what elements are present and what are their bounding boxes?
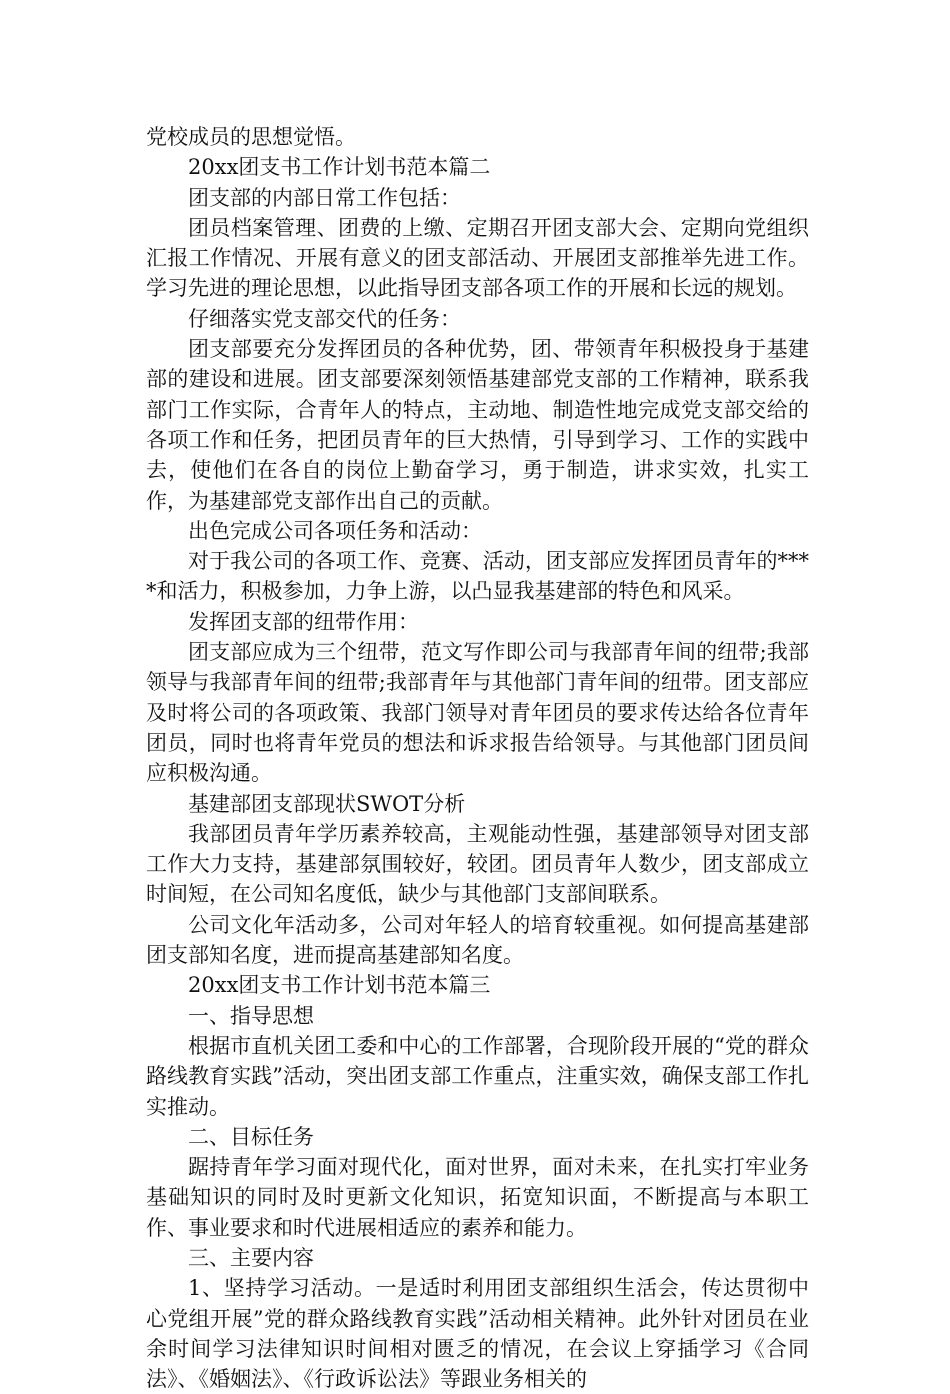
paragraph: 二、目标任务 bbox=[188, 1124, 314, 1149]
paragraph: 出色完成公司各项任务和活动： bbox=[188, 518, 482, 543]
paragraph: 团支部应成为三个纽带，范文写作即公司与我部青年间的纽带;我部领导与我部青年间的纽带;我部青年与其他部门青年间的纽带。团支部应及时将公司的各项政策、我部门领导对青年团员的要求传达给各位青年团员，同时也将青年党员的想法和诉求报告给领导。与其他部门团员间应积极沟通。 bbox=[146, 640, 809, 786]
paragraph: 团支部的内部日常工作包括： bbox=[188, 185, 461, 210]
paragraph: 1、坚持学习活动。一是适时利用团支部组织生活会，传达贯彻中心党组开展”党的群众路线教育实践”活动相关精神。此外针对团员在业余时间学习法律知识时间相对匮乏的情况，在会议上穿插学习《合同法》、《婚姻法》、《行政诉讼法》等跟业务相关的 bbox=[146, 1276, 809, 1392]
paragraph: 团支部要充分发挥团员的各种优势，团、带领青年积极投身于基建部的建设和进展。团支部要深刻领悟基建部党支部的工作精神，联系我部门工作实际，合青年人的特点，主动地、制造性地完成党支部交给的各项工作和任务，把团员青年的巨大热情，引导到学习、工作的实践中去，使他们在各自的岗位上勤奋学习，勇于制造，讲求实效，扎实工作，为基建部党支部作出自己的贡献。 bbox=[146, 337, 809, 513]
section-heading: 20xx团支书工作计划书范本篇三 bbox=[188, 973, 491, 998]
document-body bbox=[146, 122, 809, 1394]
paragraph: 发挥团支部的纽带作用： bbox=[188, 609, 419, 634]
paragraph: 公司文化年活动多，公司对年轻人的培育较重视。如何提高基建部团支部知名度，进而提高基建部知名度。 bbox=[146, 912, 809, 968]
paragraph: 踞持青年学习面对现代化，面对世界，面对未来，在扎实打牢业务基础知识的同时及时更新文化知识，拓宽知识面，不断提高与本职工作、事业要求和时代进展相适应的素养和能力。 bbox=[146, 1155, 809, 1240]
paragraph: 我部团员青年学历素养较高，主观能动性强，基建部领导对团支部工作大力支持，基建部氛围较好，较团。团员青年人数少，团支部成立时间短，在公司知名度低，缺少与其他部门支部间联系。 bbox=[146, 821, 809, 907]
paragraph: 根据市直机关团工委和中心的工作部署，合现阶段开展的“党的群众路线教育实践”活动，突出团支部工作重点，注重实效，确保支部工作扎实推动。 bbox=[146, 1033, 809, 1119]
paragraph: 三、主要内容 bbox=[188, 1245, 314, 1270]
paragraph: 基建部团支部现状SWOT分析 bbox=[188, 791, 466, 816]
paragraph: 一、指导思想 bbox=[188, 1003, 314, 1028]
section-heading: 20xx团支书工作计划书范本篇二 bbox=[188, 155, 491, 180]
paragraph: 党校成员的思想觉悟。 bbox=[146, 125, 356, 149]
paragraph: 仔细落实党支部交代的任务： bbox=[188, 306, 461, 331]
paragraph: 团员档案管理、团费的上缴、定期召开团支部大会、定期向党组织汇报工作情况、开展有意义的团支部活动、开展团支部推举先进工作。学习先进的理论思想，以此指导团支部各项工作的开展和长远的规划。 bbox=[146, 215, 809, 301]
paragraph: 对于我公司的各项工作、竞赛、活动，团支部应发挥团员青年的****和活力，积极参加，力争上游，以凸显我基建部的特色和风采。 bbox=[146, 549, 809, 604]
